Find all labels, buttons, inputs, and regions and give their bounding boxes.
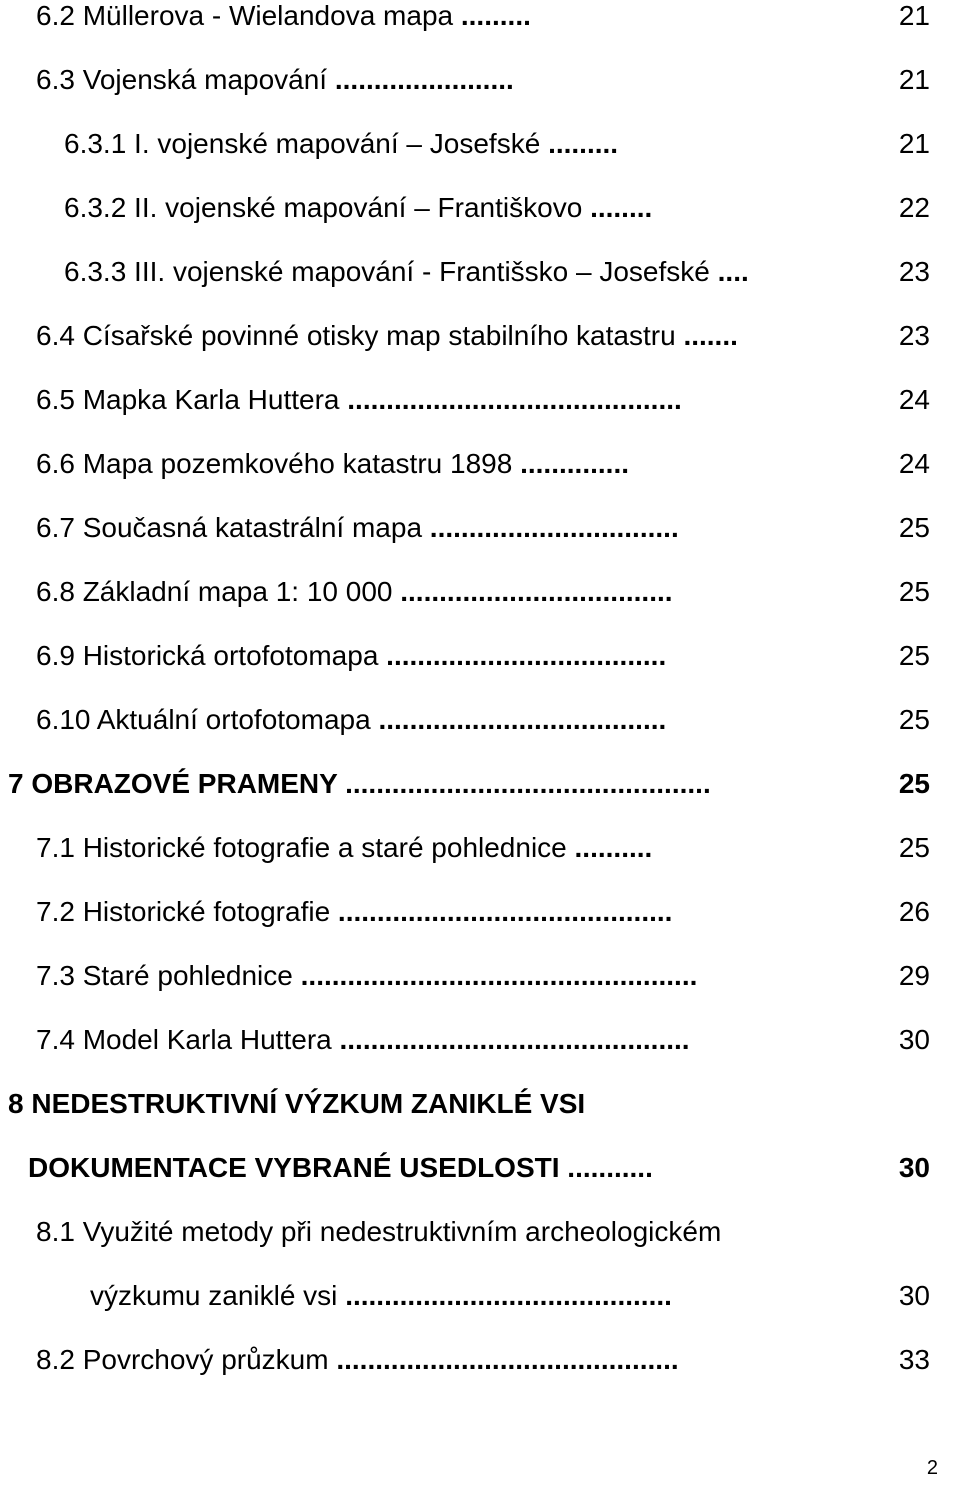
toc-entry-title: 7.1 Historické fotografie a staré pohlednice xyxy=(36,832,575,863)
toc-leader: ............................................. xyxy=(339,1024,690,1055)
toc-entry-title: 8 NEDESTRUKTIVNÍ VÝZKUM ZANIKLÉ VSI xyxy=(8,1088,586,1119)
toc-entry xyxy=(0,188,960,228)
toc-leader: .......... xyxy=(574,832,653,863)
toc-page-number: 33 xyxy=(898,1344,930,1375)
toc-entry xyxy=(0,700,960,740)
toc-page-number: 25 xyxy=(898,512,930,543)
toc-page-number: 25 xyxy=(898,640,930,671)
toc-leader: .................................... xyxy=(386,640,667,671)
toc-leader: ....................... xyxy=(334,64,514,95)
toc-leader: ............................................... xyxy=(345,768,711,799)
toc-entry-title: 7.3 Staré pohlednice xyxy=(36,960,301,991)
toc-entry-title: 6.5 Mapka Karla Huttera xyxy=(36,384,348,415)
toc-leader: ......... xyxy=(460,0,531,31)
toc-leader: ....... xyxy=(683,320,738,351)
toc-entry-title: 6.7 Současná katastrální mapa xyxy=(36,512,430,543)
toc-entry xyxy=(0,380,960,420)
toc-leader: ........... xyxy=(567,1152,653,1183)
toc-page-number: 23 xyxy=(898,320,930,351)
toc-page-number: 21 xyxy=(898,128,930,159)
toc-page-number: 25 xyxy=(898,704,930,735)
toc-leader: .... xyxy=(717,256,749,287)
toc-page-number: 23 xyxy=(898,256,930,287)
toc-page-number: 30 xyxy=(898,1280,930,1311)
toc-entry-title: 6.2 Müllerova - Wielandova mapa xyxy=(36,0,461,31)
toc-page-number: 21 xyxy=(898,0,930,31)
toc-leader: ........ xyxy=(590,192,653,223)
toc-page-number: 30 xyxy=(898,1152,930,1183)
toc-entry xyxy=(0,1148,960,1188)
toc-page-number: 24 xyxy=(898,448,930,479)
toc-entry xyxy=(0,124,960,164)
toc-entry xyxy=(0,0,960,36)
toc-entry xyxy=(0,828,960,868)
toc-page-number: 25 xyxy=(898,768,930,799)
toc-entry xyxy=(0,956,960,996)
toc-entry xyxy=(0,764,960,804)
toc-entry-title: DOKUMENTACE VYBRANÉ USEDLOSTI xyxy=(28,1152,568,1183)
toc-page-number: 25 xyxy=(898,832,930,863)
toc-leader: .......................................... xyxy=(345,1280,672,1311)
toc-entry-title: 6.10 Aktuální ortofotomapa xyxy=(36,704,379,735)
toc-entry-title: 7.2 Historické fotografie xyxy=(36,896,338,927)
toc-entry-title: 6.3.1 I. vojenské mapování – Josefské xyxy=(64,128,549,159)
toc-page-number: 24 xyxy=(898,384,930,415)
toc-entry xyxy=(0,1084,960,1124)
toc-leader: ........................................... xyxy=(347,384,682,415)
toc-entry xyxy=(0,508,960,548)
toc-entry-title: 6.3.3 III. vojenské mapování - Františsko – Josefské xyxy=(64,256,718,287)
toc-entry xyxy=(0,60,960,100)
toc-leader: ........................................... xyxy=(337,896,673,927)
toc-page-number: 22 xyxy=(898,192,930,223)
toc-entry-title: 6.4 Císařské povinné otisky map stabilního katastru xyxy=(36,320,684,351)
toc-leader: ................................ xyxy=(429,512,679,543)
toc-entry xyxy=(0,1212,960,1252)
toc-page-number: 25 xyxy=(898,576,930,607)
toc-leader: .............. xyxy=(520,448,630,479)
toc-entry-title: 8.2 Povrchový průzkum xyxy=(36,1344,337,1375)
toc-leader: ................................... xyxy=(400,576,673,607)
toc-leader: ............................................ xyxy=(336,1344,679,1375)
toc-page-number: 26 xyxy=(898,896,930,927)
toc-entry xyxy=(0,1020,960,1060)
toc-entry-title: 6.6 Mapa pozemkového katastru 1898 xyxy=(36,448,521,479)
toc-entry xyxy=(0,252,960,292)
toc-entry-title: 6.3 Vojenská mapování xyxy=(36,64,335,95)
toc-leader: ......... xyxy=(548,128,619,159)
toc-entry-title: 7 OBRAZOVÉ PRAMENY xyxy=(8,768,346,799)
toc-entry xyxy=(0,1276,960,1316)
page-number: 2 xyxy=(926,1457,938,1479)
toc-entry xyxy=(0,892,960,932)
toc-leader: ..................................... xyxy=(378,704,667,735)
toc-entry-title: 6.3.2 II. vojenské mapování – Františkovo xyxy=(64,192,591,223)
toc-entry-title: 7.4 Model Karla Huttera xyxy=(36,1024,340,1055)
toc-entry-title: 6.8 Základní mapa 1: 10 000 xyxy=(36,576,401,607)
toc-page-number: 30 xyxy=(898,1024,930,1055)
toc-page-number: 21 xyxy=(898,64,930,95)
toc-page-number: 29 xyxy=(898,960,930,991)
toc-entry xyxy=(0,636,960,676)
toc-entry xyxy=(0,572,960,612)
toc-entry xyxy=(0,1340,960,1380)
toc-entry-title: 8.1 Využité metody při nedestruktivním archeologickém xyxy=(36,1216,722,1247)
toc-entry-title: výzkumu zaniklé vsi xyxy=(90,1280,346,1311)
toc-entry xyxy=(0,316,960,356)
toc-entry xyxy=(0,444,960,484)
toc-leader: ................................................... xyxy=(300,960,698,991)
toc-entry-title: 6.9 Historická ortofotomapa xyxy=(36,640,387,671)
